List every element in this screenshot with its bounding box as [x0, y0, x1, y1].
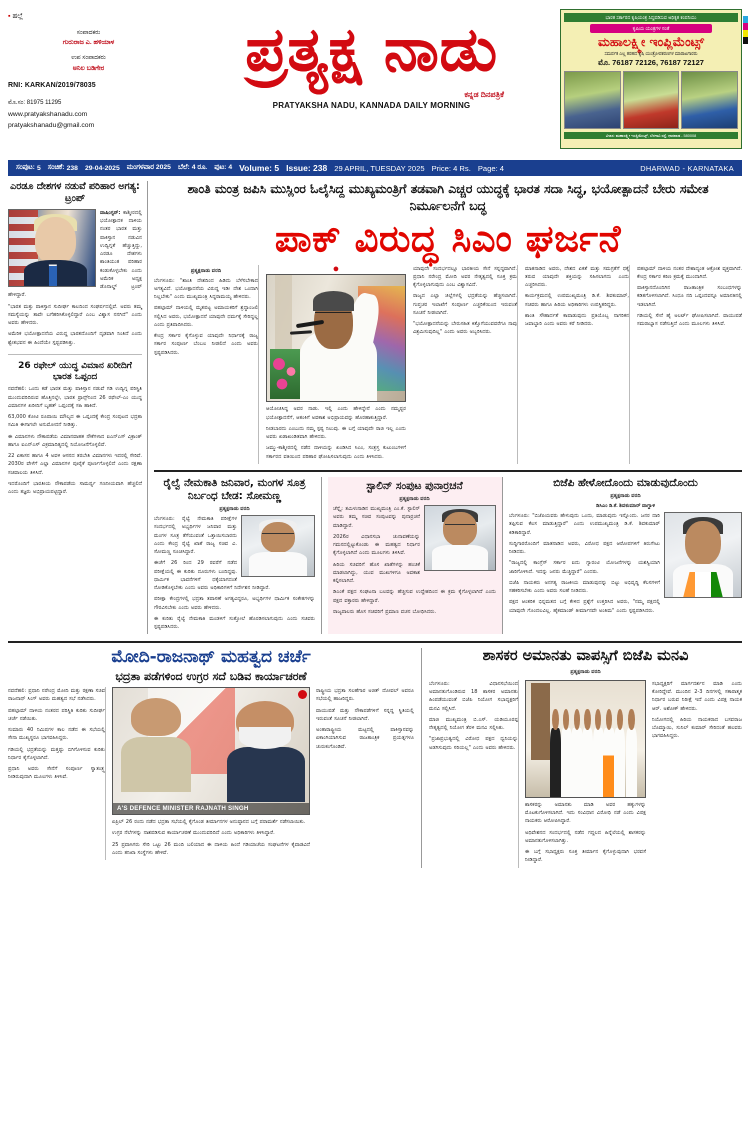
ad-top-line: ಭಾರತ ಸರ್ಕಾರದ ಕೃಷಿಯಂತ್ರ ಸಿದ್ಧಪಡಿಸುವ ಅಧಿಕೃತ ಕಂಪನಿಯು [564, 13, 738, 22]
susp-c2-p2: ಅಧಿವೇಶನದ ಸಂದರ್ಭದಲ್ಲಿ ನಡೆದ ಗದ್ದಲದ ಹಿನ್ನೆಲೆಯಲ್ಲಿ ಶಾಸಕರನ್ನು ಅಮಾನತುಗೊಳಿಸಲಾಗಿತ್ತು. [525, 829, 646, 844]
staff-name-sub-editor: ಅನಿಲ ಬಡಿಗೇರ [72, 64, 105, 72]
modi-story-columns [8, 687, 414, 860]
lead-column-1 [154, 265, 259, 464]
trump-dateline: ವಾಷಿಂಗ್ಟನ್: [100, 209, 121, 216]
modi-column-2-photo [112, 687, 310, 860]
trump-tie [49, 266, 57, 286]
pages-kannada: ಪುಟ: 4 [214, 164, 233, 171]
issue-label-kannada: ಸಂಚಿಕೆ: [47, 164, 65, 171]
trump-para-1: ಕಾಶ್ಮೀರದಲ್ಲಿ ಭಯೋತ್ಪಾದಕ ದಾಳಿಯ ನಂತರ ಭಾರತ ಮತ್ತು ಪಾಕಿಸ್ತಾನ ನಡುವಿನ ಉದ್ವಿಗ್ನತೆ ಹೆಚ್ಚುತ್ತಿದ್ದು, ಎರಡೂ ದೇಶಗಳು ಶಾಂತಿಯುತ ಪರಿಹಾರ ಕಂಡುಕೊಳ್ಳಬೇಕು ಎಂದು ಅಮೆರಿಕ ಅಧ್ಯಕ್ಷ ಡೊನಾಲ್ಡ್ ಟ್ರಂಪ್ ಹೇಳಿದ್ದಾರೆ. [8, 209, 142, 299]
ad-tagline: ಸಮರ್ಪಕ ಎಲ್ಲ ತರಹದ ಕೃಷಿ ಯಂತ್ರೋಪಕರಣಗಳ ಮಾರಾಟಗಾರರು [604, 51, 698, 57]
bjp-story-headline[interactable]: ಬಿಜೆಪಿ ಹೇಳೋದೊಂದು ಮಾಡುವುದೊಂದು [553, 476, 698, 489]
staff-name-editor: ಗುರುರಾಜ ಎ. ಹಳಿಯಾಳ [62, 39, 115, 47]
lead-c5-p2: ಪಾಕಿಸ್ತಾನದೊಂದಿಗಿನ ರಾಜತಾಂತ್ರಿಕ ಸಂಬಂಧಗಳನ್ನು ಕಡಿತಗೊಳಿಸಲಾಗಿದೆ. ಸಿಂಧೂ ನದಿ ಒಪ್ಪಂದವನ್ನೂ ಅಮಾನತಿನಲ್ಲಿ ಇಡಲಾಗಿದೆ. [637, 285, 742, 308]
somanna-photo [241, 515, 315, 577]
modi-body [227, 747, 305, 801]
lead-column-4 [525, 265, 630, 464]
stage-flowers [270, 349, 300, 399]
railway-story-headline[interactable]: ರೈಲ್ವೆ ನೇಮಕಾತಿ ಜನಿವಾರ, ಮಂಗಳ ಸೂತ್ರ ನಿರ್ಬಂಧ ಬೇಡ: ಸೋಮಣ್ಣ [163, 476, 306, 503]
susp-c2-p3: ಈ ಬಗ್ಗೆ ಸಭಾಧ್ಯಕ್ಷರು ಸೂಕ್ತ ತೀರ್ಮಾನ ಕೈಗೊಳ್ಳುವುದಾಗಿ ಭರವಸೆ ನೀಡಿದ್ದಾರೆ. [525, 849, 646, 864]
modi-column-1 [8, 687, 106, 860]
issue-info-bar [8, 160, 742, 176]
day-kannada: ಮಂಗಳವಾರ 2025 [126, 164, 171, 171]
delegation-person-3 [571, 709, 582, 797]
main-column [148, 181, 742, 634]
stalin-spectacles [445, 524, 476, 528]
lead-column-3 [413, 265, 518, 464]
lead-c4-p2: ಕಾರ್ಯಕ್ರಮದಲ್ಲಿ ಉಪಮುಖ್ಯಮಂತ್ರಿ ಡಿ.ಕೆ. ಶಿವಕುಮಾರ್, ಸಚಿವರು ಹಾಗೂ ಹಿರಿಯ ಅಧಿಕಾರಿಗಳು ಉಪಸ್ಥಿತರಿದ್ದರು. [525, 293, 629, 308]
lead-column-2-photo [266, 262, 406, 464]
modi-c3-p2: ವಾಯುಪಡೆ ಮತ್ತು ನೌಕಾಪಡೆಗಳಿಗೆ ಸನ್ನದ್ಧ ಸ್ಥಿತಿಯಲ್ಲಿ ಇರುವಂತೆ ಸೂಚನೆ ನೀಡಲಾಗಿದೆ. [316, 707, 414, 722]
trump-para-3: ಅಮೆರಿಕ ಭಯೋತ್ಪಾದನೆಯ ವಿರುದ್ಧ ಭಾರತದೊಂದಿಗೆ ದೃಢವಾಗಿ ನಿಂತಿದೆ ಎಂದು ಶ್ವೇತಭವನ ಈ ಹಿಂದೆಯೇ ಸ್ಪಷ್ಟಪಡಿಸಿತ್ತು. [8, 331, 142, 346]
suspension-byline: ಪ್ರತ್ಯಕ್ಷನಾಡು ವರದಿ [570, 668, 601, 675]
lead-story-headline[interactable]: ಪಾಕ್ ವಿರುದ್ಧ ಸಿಎಂ ಘರ್ಜನೆ [274, 216, 622, 260]
contact-email[interactable]: pratyakshanadu@gmail.com [8, 122, 95, 130]
stalin-para-4: ಡಿಎಂಕೆ ಪಕ್ಷದ ಸಂಘಟನಾ ಬಲವನ್ನು ಹೆಚ್ಚಿಸುವ ಉದ್ದೇಶದಿಂದ ಈ ಕ್ರಮ ಕೈಗೊಳ್ಳಲಾಗಿದೆ ಎಂದು ಪಕ್ಷದ ವಕ್ತಾರರು ಹೇಳಿದ್ದಾರೆ. [333, 589, 496, 604]
lead-c5-p3: ಗಡಿಯಲ್ಲಿ ಸೇನೆ ಹೈ ಅಲರ್ಟ್ ಘೋಷಿಸಲಾಗಿದೆ. ವಾಯುಪಡೆ ಸಮರಾಭ್ಯಾಸ ನಡೆಸುತ್ತಿದೆ ಎಂದು ಮೂಲಗಳು ತಿಳಿಸಿವೆ. [637, 312, 742, 328]
modi-c2-p1: ಏಪ್ರಿಲ್ 26 ರಂದು ನಡೆದ ಭದ್ರತಾ ಸಭೆಯಲ್ಲಿ ಕೈಗೊಂಡ ತೀರ್ಮಾನಗಳ ಅನುಷ್ಠಾನದ ಬಗ್ಗೆ ಪರಾಮರ್ಶೆ ನಡೆಸಲಾಯಿತು. [112, 819, 306, 826]
lead-story-columns [154, 262, 742, 464]
susp-c1-p2: ಮಾಜಿ ಮುಖ್ಯಮಂತ್ರಿ ಬಿ.ಎಸ್. ಯಡಿಯೂರಪ್ಪ ನೇತೃತ್ವದಲ್ಲಿ ನಿಯೋಗ ತೆರಳಿ ಮನವಿ ಸಲ್ಲಿಸಿತು. [429, 716, 518, 732]
masthead [8, 6, 742, 156]
page-title: ಪ್ರತ್ಯಕ್ಷ ನಾಡು [245, 15, 498, 85]
bjp-para-1: ಬೆಂಗಳೂರು: "ಬಿಜೆಪಿಯವರು ಹೇಳುವುದು ಒಂದು, ಮಾಡುವುದು ಇನ್ನೊಂದು. ಜನರ ದಾರಿ ತಪ್ಪಿಸುವ ಕೆಲಸ ಮಾಡುತ್ತಿದ್ದಾರೆ" ಎಂದು ಉಪಮುಖ್ಯಮಂತ್ರಿ ಡಿ.ಕೆ. ಶಿವಕುಮಾರ್ ಕಿಡಿಕಾರಿದ್ದಾರೆ. [509, 513, 660, 536]
trump-face [35, 217, 76, 264]
lead-c2-p3: ಜಮ್ಮು-ಕಾಶ್ಮೀರದಲ್ಲಿ ನಡೆದ ದಾಳಿಯನ್ನು ಖಂಡಿಸಿದ ಸಿಎಂ, ಸಂತ್ರಸ್ತ ಕುಟುಂಬಗಳಿಗೆ ಸರ್ಕಾರದ ವತಿಯಿಂದ ಪರಿಹಾರ ಘೋಷಿಸಲಾಗುವುದು ಎಂದು ತಿಳಿಸಿದರು. [266, 445, 406, 460]
print-color-bar [743, 16, 748, 44]
lead-column-5 [637, 265, 742, 464]
lead-c3-p1: ಯಾವುದೇ ಸಂದರ್ಭದಲ್ಲೂ ಭಾರತೀಯ ಸೇನೆ ಸನ್ನದ್ಧವಾಗಿದೆ. ಪ್ರಧಾನಿ ನರೇಂದ್ರ ಮೋದಿ ಅವರ ನೇತೃತ್ವದಲ್ಲಿ ಸೂಕ್ತ ಕ್ರಮ ಕೈಗೊಳ್ಳಲಾಗುವುದು ಎಂಬ ವಿಶ್ವಾಸವಿದೆ. [413, 265, 517, 289]
cm-hair [313, 291, 354, 311]
trump-story-headline[interactable]: ಎರಡೂ ದೇಶಗಳ ನಡುವೆ ಪರಿಹಾರ ಅಗತ್ಯ: ಟ್ರಂಪ್ [10, 181, 140, 204]
suspension-column-2-photo [525, 680, 646, 868]
rafale-para-5: ಇದರೊಂದಿಗೆ ಭಾರತೀಯ ನೌಕಾಪಡೆಯ ಸಾಮರ್ಥ್ಯ ಗಣನೀಯವಾಗಿ ಹೆಚ್ಚಲಿದೆ ಎಂದು ತಜ್ಞರು ಅಭಿಪ್ರಾಯಪಟ್ಟಿದ್ದಾರೆ. [8, 480, 142, 495]
bjp-delegation-photo [525, 680, 646, 798]
ad-trailer-image [681, 71, 738, 129]
modi-photo-caption: A'S DEFENCE MINISTER RAJNATH SINGH [113, 803, 309, 814]
contact-phone: ಮೊ.ಸಂ: 81975 11295 [8, 100, 62, 107]
masthead-subtitle-kannada: ಕನ್ನಡ ದಿನಪತ್ರಿಕೆ [464, 90, 504, 99]
delegation-person-7 [614, 709, 625, 797]
suspension-column-1 [429, 680, 519, 868]
trump-para-2: "ಭಾರತ ಮತ್ತು ಪಾಕಿಸ್ತಾನ ಸುದೀರ್ಘ ಕಾಲದಿಂದ ಸಂಘರ್ಷದಲ್ಲಿವೆ. ಅವರು ತಮ್ಮ ಸಮಸ್ಯೆಯನ್ನು ತಾವೇ ಬಗೆಹರಿಸಿಕೊಳ್ಳಲಿದ್ದಾರೆ ಎಂಬ ವಿಶ್ವಾಸ ನನಗಿದೆ" ಎಂದು ಅವರು ಹೇಳಿದರು. [8, 303, 142, 326]
delegation-person-4 [582, 709, 593, 797]
rajnath-singh-figure [121, 698, 192, 791]
stalin-para-3: ಹಿರಿಯ ಸಚಿವರಿಗೆ ಹೊಸ ಖಾತೆಗಳನ್ನು ಹಂಚಿಕೆ ಮಾಡಲಾಗಿದ್ದು, ಯುವ ಮುಖಗಳಿಗೂ ಅವಕಾಶ ಕಲ್ಪಿಸಲಾಗಿದೆ. [333, 561, 420, 585]
bjp-para-3: "ರಾಜ್ಯದಲ್ಲಿ ಕಾಂಗ್ರೆಸ್ ಸರ್ಕಾರ ಐದು ಗ್ಯಾರಂಟಿ ಯೋಜನೆಗಳನ್ನು ಯಶಸ್ವಿಯಾಗಿ ಜಾರಿಗೊಳಿಸಿದೆ. ಇದನ್ನು ಜನರು ಮೆಚ್ಚಿದ್ದಾರೆ" ಎಂದರು. [509, 560, 660, 575]
lead-c2-p1: ಆಯೋಜಿಸಿದ್ದ ಅವರ ನಾಡು. ಇಲ್ಲಿ ಎಂದು ಹೇಳಿದ್ದೇನೆ ಎಂದು ನಮ್ಮಷ್ಟರ ಭಯೋತ್ಪಾದನೆಗೆ, ಆತಂಕಿಗೆ ಅವಕಾಶ ಅಭಿಪ್ರಾಯವನ್ನು ಹೊರಹಾಕುತ್ತಿದ್ದಾರೆ. [266, 406, 406, 421]
suspension-story-headline[interactable]: ಶಾಸಕರ ಅಮಾನತು ವಾಪಸ್ಸಿಗೆ ಬಿಜೆಪಿ ಮನವಿ [482, 648, 689, 665]
photo-door [531, 683, 550, 760]
masthead-bullet-label: ಹಲ್ಲೆ [12, 13, 23, 20]
dk-shivakumar-photo [664, 512, 742, 598]
railway-para-1: ಬೆಂಗಳೂರು: ರೈಲ್ವೆ ನೇಮಕಾತಿ ಪರೀಕ್ಷೆಗಳ ಸಂದರ್ಭದಲ್ಲಿ ಅಭ್ಯರ್ಥಿಗಳ ಜನಿವಾರ ಮತ್ತು ಮಂಗಳ ಸೂತ್ರ ತೆಗೆಯುವಂತೆ ಒತ್ತಾಯಿಸಬಾರದು ಎಂದು ಕೇಂದ್ರ ರೈಲ್ವೆ ಖಾತೆ ರಾಜ್ಯ ಸಚಿವ ವಿ. ಸೋಮಣ್ಣ ಸೂಚಿಸಿದ್ದಾರೆ. [154, 516, 237, 556]
somanna-torso [249, 552, 307, 576]
cm-siddaramaiah-photo [266, 274, 406, 402]
modi-c1-p3: ಸುಮಾರು 40 ನಿಮಿಷಗಳ ಕಾಲ ನಡೆದ ಈ ಸಭೆಯಲ್ಲಿ ಸೇನಾ ಮುಖ್ಯಸ್ಥರೂ ಭಾಗವಹಿಸಿದ್ದರು. [8, 727, 105, 742]
cm-spectacles [315, 312, 351, 320]
susp-c1-p1: ಬೆಂಗಳೂರು: ವಿಧಾನಸಭೆಯಿಂದ ಅಮಾನತುಗೊಂಡಿರುವ 18 ಶಾಸಕರ ಅಮಾನತು ಹಿಂಪಡೆಯುವಂತೆ ಬಿಜೆಪಿ ನಿಯೋಗ ಸಭಾಧ್ಯಕ್ಷರಿಗೆ ಮನವಿ ಸಲ್ಲಿಸಿದೆ. [429, 680, 518, 712]
modi-figure [227, 701, 305, 802]
ad-brand-name: ಮಹಾಲಕ್ಷ್ಮೀ ಇಂಪ್ಲಿಮೆಂಟ್ಸ್ [597, 34, 705, 49]
rafale-para-1: ನವದೆಹಲಿ: ಒಂದು ಕಡೆ ಭಾರತ ಮತ್ತು ಪಾಕಿಸ್ತಾನ ನಡುವೆ ಗಡಿ ಉದ್ವಿಗ್ನ ಪರಿಸ್ಥಿತಿ ಮುಂದುವರಿದಿರುವ ಹೊತ್ತಿನಲ್ಲೇ, ಭಾರತ ಫ್ರಾನ್ಸ್‌ನಿಂದ 26 ರಫೇಲ್-ಎಂ ಯುದ್ಧ ವಿಮಾನಗಳ ಖರೀದಿಗೆ ಬೃಹತ್ ಒಪ್ಪಂದಕ್ಕೆ ಸಹಿ ಹಾಕಿದೆ. [8, 386, 142, 409]
susp-c3-p1: ಸಭಾಧ್ಯಕ್ಷರಿಗೆ ಮಾರ್ಗದರ್ಶನ ಮಾಡಿ ಎಂದು ಕೋರಿದ್ದೇವೆ. ಮುಂದಿನ 2-3 ದಿನಗಳಲ್ಲಿ ಸಕಾರಾತ್ಮಕ ನಿರ್ಧಾರ ಬರುವ ನಿರೀಕ್ಷೆ ಇದೆ ಎಂದು ವಿಪಕ್ಷ ನಾಯಕ ಆರ್. ಅಶೋಕ್ ಹೇಳಿದರು. [652, 680, 742, 712]
delegation-person-6 [603, 709, 614, 797]
left-sidebar-column [8, 181, 148, 634]
delegation-person-8 [626, 709, 637, 797]
lead-c5-p1: ಪಹಲ್ಗಾಮ್ ದಾಳಿಯ ನಂತರ ದೇಶಾದ್ಯಂತ ಆಕ್ರೋಶ ವ್ಯಕ್ತವಾಗಿದೆ. ಕೇಂದ್ರ ಸರ್ಕಾರ ಕಠಿಣ ಕ್ರಮಕ್ಕೆ ಮುಂದಾಗಿದೆ. [637, 265, 742, 280]
railway-para-2: ಈಚೆಗೆ 26 ರಿಂದ 29 ರವರೆಗೆ ನಡೆದ ಪರೀಕ್ಷೆಯಲ್ಲಿ ಈ ಕುರಿತು ದೂರುಗಳು ಬಂದಿದ್ದವು. ಧಾರ್ಮಿಕ ಭಾವನೆಗಳಿಗೆ ಧಕ್ಕೆಯಾಗದಂತೆ ನೋಡಿಕೊಳ್ಳಬೇಕು ಎಂದು ಅವರು ಅಧಿಕಾರಿಗಳಿಗೆ ನಿರ್ದೇಶನ ನೀಡಿದ್ದಾರೆ. [154, 560, 270, 592]
suspension-column-3 [652, 680, 742, 868]
modi-rajnath-story [8, 648, 422, 867]
hero-pillar [275, 275, 292, 348]
price-english: Price: 4 Rs. [431, 163, 471, 173]
modi-rajnath-photo [112, 687, 310, 815]
bjp-byline: ಪ್ರತ್ಯಕ್ಷನಾಡು ವರದಿ [610, 493, 641, 500]
modi-c1-p2: ಪಹಲ್ಗಾಮ್ ದಾಳಿಯ ನಂತರದ ಪರಿಸ್ಥಿತಿ ಕುರಿತು ಸುದೀರ್ಘ ಚರ್ಚೆ ನಡೆಯಿತು. [8, 707, 105, 722]
somanna-face [261, 522, 296, 553]
contact-website[interactable]: www.pratyakshanadu.com [8, 110, 88, 118]
lead-story-kicker: ಶಾಂತಿ ಮಂತ್ರ ಜಪಿಸಿ ಮುಸ್ಲಿಂರ ಓಲೈಸಿದ್ದ ಮುಖ್ಯಮಂತ್ರಿಗೆ ತಡವಾಗಿ ಎಚ್ಚರ ಯುದ್ಧಕ್ಕೆ ಭಾರತ ಸದಾ ಸಿದ್ಧ, ಭಯೋತ್ಪಾದನೆ ಬೇರು ಸಮೇತ ನಿರ್ಮೂಲನೆಗೆ ಬದ್ಧ [187, 182, 709, 213]
railway-byline: ಪ್ರತ್ಯಕ್ಷನಾಡು ವರದಿ [219, 506, 250, 513]
bottom-stories-row [8, 641, 742, 867]
staff-role-editor: ಸಂಪಾದಕರು [76, 29, 101, 36]
railway-story [154, 477, 322, 635]
issue-english: Issue: 238 [286, 163, 328, 173]
lead-c1-p1: ಬೆಂಗಳೂರು: "ಶಾಂತಿ ದೇಶದಿಂದ ಹಿಡಿದು ಬೆಳೆಸಬೇಕಾದ ಅಗತ್ಯವಿದೆ. ಭಯೋತ್ಪಾದನೆಯ ವಿರುದ್ಧ ಇಡೀ ದೇಶ ಒಂದಾಗಿ ನಿಲ್ಲಬೇಕು" ಎಂದು ಮುಖ್ಯಮಂತ್ರಿ ಸಿದ್ದರಾಮಯ್ಯ ಹೇಳಿದರು. [154, 277, 258, 301]
masthead-title-block [183, 6, 560, 110]
congress-scarf [683, 572, 723, 597]
staff-role-sub-editor: ಉಪ ಸಂಪಾದಕರು [71, 55, 106, 62]
modi-story-headline[interactable]: ಮೋದಿ-ರಾಜನಾಥ್ ಮಹತ್ವದ ಚರ್ಚೆ [111, 647, 311, 668]
lead-c4-p3: ಶಾಂತಿ ಸೌಹಾರ್ದತೆ ಕಾಪಾಡುವುದು ಪ್ರತಿಯೊಬ್ಬ ನಾಗರಿಕನ ಜವಾಬ್ದಾರಿ ಎಂದು ಅವರು ಕರೆ ನೀಡಿದರು. [525, 312, 629, 328]
rni-number: RNI: KARKAN/2019/78035 [8, 81, 96, 89]
staff-sub-editor [8, 54, 183, 73]
modi-story-subhead: ಭದ್ರತಾ ಪಡೆಗಳಿಂದ ಉಗ್ರರ ಸದೆ ಬಡಿವ ಕಾರ್ಯಾಚರಣೆ [115, 670, 307, 684]
suspension-story-columns [429, 680, 742, 868]
susp-c3-p2: ನಿಯೋಗದಲ್ಲಿ ಹಿರಿಯ ನಾಯಕರಾದ ಬಸವರಾಜ ಬೊಮ್ಮಾಯಿ, ಸುನಿಲ್ ಕುಮಾರ್ ಸೇರಿದಂತೆ ಹಲವರು ಭಾಗವಹಿಸಿದ್ದರು. [652, 716, 742, 740]
bjp-para-4: ಬಿಜೆಪಿ ನಾಯಕರು ಅನಗತ್ಯ ರಾಜಕೀಯ ಮಾಡುವುದನ್ನು ಬಿಟ್ಟು ಅಭಿವೃದ್ಧಿ ಕೆಲಸಗಳಿಗೆ ಸಹಕರಿಸಬೇಕು ಎಂದು ಅವರು ಸಲಹೆ ನೀಡಿದರು. [509, 579, 660, 595]
stalin-story-headline[interactable]: ಸ್ಟಾಲಿನ್ ಸಂಪುಟ ಪುನಾರ್ರಚನೆ [366, 479, 463, 492]
lead-c1-p2: ಪಹಲ್ಗಾಮ್ ದಾಳಿಯಲ್ಲಿ ಮೃತಪಟ್ಟ ಅಮಾಯಕರಿಗೆ ಶ್ರದ್ಧಾಂಜಲಿ ಸಲ್ಲಿಸಿದ ಅವರು, ಭಯೋತ್ಪಾದನೆ ಯಾವುದೇ ಧರ್ಮಕ್ಕೆ ಸೇರಿದ್ದಲ್ಲ ಎಂದು ಪ್ರತಿಪಾದಿಸಿದರು. [154, 305, 258, 328]
rafale-story-headline[interactable]: 26 ರಫೇಲ್ ಯುದ್ಧ ವಿಮಾನ ಖರೀದಿಗೆ ಭಾರತ ಒಪ್ಪಂದ [8, 354, 142, 384]
masthead-subtitle-english: PRATYAKSHA NADU, KANNADA DAILY MORNING [272, 101, 471, 110]
stalin-byline: ಪ್ರತ್ಯಕ್ಷನಾಡು ವರದಿ [399, 496, 430, 503]
masthead-left-info [8, 6, 183, 132]
modi-column-3 [316, 687, 414, 860]
stalin-story [328, 477, 503, 635]
page-content [8, 181, 742, 634]
rafale-para-4: 22 ಏಕಾಸನ ಹಾಗೂ 4 ಅವಳಿ ಆಸನದ ತರಬೇತಿ ವಿಮಾನಗಳು ಇದರಲ್ಲಿ ಸೇರಿವೆ. 2030ರ ವೇಳೆಗೆ ಎಲ್ಲಾ ವಿಮಾನಗಳ ಪೂರೈಕೆ ಪೂರ್ಣಗೊಳ್ಳಲಿದೆ ಎಂದು ರಕ್ಷಣಾ ಸಚಿವಾಲಯ ತಿಳಿಸಿದೆ. [8, 453, 142, 476]
rajnath-head [131, 698, 182, 735]
modi-c1-p5: ಪ್ರಧಾನಿ ಅವರು ಸೇನೆಗೆ ಸಂಪೂರ್ಣ ಸ್ವಾತಂತ್ರ್ಯ ನೀಡಿರುವುದಾಗಿ ಮೂಲಗಳು ತಿಳಿಸಿವೆ. [8, 766, 105, 781]
volume-english: Volume: 5 [239, 163, 280, 173]
somanna-spectacles [262, 533, 294, 537]
stalin-photo [424, 505, 496, 571]
bjp-story [509, 477, 742, 635]
modi-beard [239, 727, 291, 749]
bjp-para-5: ಪಕ್ಷದ ಆಂತರಿಕ ಭಿನ್ನಮತದ ಬಗ್ಗೆ ಕೇಳಿದ ಪ್ರಶ್ನೆಗೆ ಉತ್ತರಿಸಿದ ಅವರು, "ನಮ್ಮ ಪಕ್ಷದಲ್ಲಿ ಯಾವುದೇ ಗೊಂದಲವಿಲ್ಲ. ಹೈಕಮಾಂಡ್ ತೀರ್ಮಾನವೇ ಅಂತಿಮ" ಎಂದು ಸ್ಪಷ್ಟಪಡಿಸಿದರು. [509, 599, 660, 614]
railway-para-4: ಈ ಕುರಿತು ರೈಲ್ವೆ ನೇಮಕಾತಿ ಮಂಡಳಿಗೆ ಸುತ್ತೋಲೆ ಹೊರಡಿಸಲಾಗುವುದು ಎಂದು ಸಚಿವರು ಸ್ಪಷ್ಟಪಡಿಸಿದರು. [154, 615, 315, 631]
rafale-story-body [8, 385, 142, 496]
masthead-bullet: ▪ ಹಲ್ಲೆ [8, 13, 23, 20]
modi-c2-p3: 25 ಪ್ರವಾಸಿಗರು ಸೇರಿ ಒಟ್ಟು 26 ಮಂದಿ ಬಲಿಯಾದ ಈ ದಾಳಿಯ ಹಿಂದೆ ಗಡಿಯಾಚೆಯ ಸಂಘಟನೆಗಳ ಕೈವಾಡವಿದೆ ಎಂದು ತನಿಖಾ ಸಂಸ್ಥೆಗಳು ಹೇಳಿವೆ. [112, 841, 310, 856]
stalin-face [443, 512, 477, 545]
modi-c1-p1: ನವದೆಹಲಿ: ಪ್ರಧಾನಿ ನರೇಂದ್ರ ಮೋದಿ ಮತ್ತು ರಕ್ಷಣಾ ಸಚಿವ ರಾಜನಾಥ್ ಸಿಂಗ್ ಅವರು ಮಹತ್ವದ ಸಭೆ ನಡೆಸಿದರು. [8, 688, 105, 703]
susp-c1-p3: "ಪ್ರಜಾಪ್ರಭುತ್ವದಲ್ಲಿ ವಿರೋಧ ಪಕ್ಷದ ಧ್ವನಿಯನ್ನು ಅಡಗಿಸುವುದು ಸರಿಯಲ್ಲ" ಎಂದು ಅವರು ಹೇಳಿದರು. [429, 736, 518, 751]
modi-c2-p2: ಉಗ್ರರ ನೆಲೆಗಳನ್ನು ನಾಶಪಡಿಸುವ ಕಾರ್ಯಾಚರಣೆ ಮುಂದುವರಿದಿದೆ ಎಂದು ಅಧಿಕಾರಿಗಳು ತಿಳಿಸಿದ್ದಾರೆ. [112, 830, 275, 837]
dks-face [685, 521, 721, 565]
stalin-para-2: 2026ರ ವಿಧಾನಸಭಾ ಚುನಾವಣೆಯನ್ನು ಗಮನದಲ್ಲಿಟ್ಟುಕೊಂಡು ಈ ಮಹತ್ವದ ನಿರ್ಧಾರ ಕೈಗೊಳ್ಳಲಾಗಿದೆ ಎಂದು ಮೂಲಗಳು ತಿಳಿಸಿವೆ. [333, 533, 420, 557]
railway-para-3: ಪರೀಕ್ಷಾ ಕೇಂದ್ರಗಳಲ್ಲಿ ಭದ್ರತಾ ತಪಾಸಣೆ ಅಗತ್ಯವಿದ್ದರೂ, ಅಭ್ಯರ್ಥಿಗಳ ಧಾರ್ಮಿಕ ಸಂಕೇತಗಳನ್ನು ಗೌರವಿಸಬೇಕು ಎಂದು ಅವರು ಹೇಳಿದರು. [154, 596, 315, 611]
rajnath-body [121, 737, 192, 791]
advertisement-banner[interactable] [560, 9, 742, 149]
issue-value-kannada: 238 [66, 164, 78, 172]
ad-address: ವಿಳಾಸ: ಮಹಾಲಕ್ಷ್ಮೀ ಇಂಪ್ಲಿಮೆಂಟ್ಸ್, ಬೆಳಗಾವಿ ರಸ್ತೆ, ಧಾರವಾಡ - 580008 [564, 132, 738, 139]
lead-c2-p2: ನೀಡಬಾರದು ಎಂಬುದು ನಮ್ಮ ಸ್ಪಷ್ಟ ನಿಲುವು. ಈ ಬಗ್ಗೆ ಯಾವುದೇ ರಾಜಿ ಇಲ್ಲ ಎಂದು ಅವರು ಖಡಾಖಂಡಿತವಾಗಿ ಹೇಳಿದರು. [266, 425, 406, 441]
lead-c1-p3: ಕೇಂದ್ರ ಸರ್ಕಾರ ಕೈಗೊಳ್ಳುವ ಯಾವುದೇ ನಿರ್ಧಾರಕ್ಕೆ ರಾಜ್ಯ ಸರ್ಕಾರ ಸಂಪೂರ್ಣ ಬೆಂಬಲ ನೀಡಲಿದೆ ಎಂದು ಅವರು ಸ್ಪಷ್ಟಪಡಿಸಿದರು. [154, 333, 258, 356]
suspension-story [422, 648, 742, 867]
bjp-para-2: ಸುದ್ದಿಗಾರರೊಂದಿಗೆ ಮಾತನಾಡಿದ ಅವರು, ವಿರೋಧ ಪಕ್ಷದ ಆರೋಪಗಳಿಗೆ ತಿರುಗೇಟು ನೀಡಿದರು. [509, 540, 660, 556]
trump-photo [8, 209, 96, 287]
bjp-subhead: ಡಿಸಿಎಂ ಡಿ.ಕೆ. ಶಿವಕುಮಾರ್ ವಾಗ್ದಾಳಿ [595, 503, 656, 510]
ad-ribbon: ಕೃಷಿಯ ಯಂತ್ರಗಳ ಸಂತೆ [590, 24, 712, 33]
pages-english: Page: 4 [477, 163, 505, 173]
lead-c4-p1: ಮಾತನಾಡಿದ ಅವರು, ದೇಶದ ಏಕತೆ ಮತ್ತು ಸಮಗ್ರತೆಗೆ ಧಕ್ಕೆ ತರುವ ಯಾವುದೇ ಶಕ್ತಿಯನ್ನು ಸಹಿಸಲಾಗದು ಎಂದು ಎಚ್ಚರಿಸಿದರು. [525, 265, 629, 289]
lead-c3-p2: ರಾಜ್ಯದ ಎಲ್ಲಾ ಜಿಲ್ಲೆಗಳಲ್ಲಿ ಭದ್ರತೆಯನ್ನು ಹೆಚ್ಚಿಸಲಾಗಿದೆ. ಗುಪ್ತಚರ ಇಲಾಖೆಗೆ ಸಂಪೂರ್ಣ ಎಚ್ಚರಿಕೆಯಿಂದ ಇರುವಂತೆ ಸೂಚನೆ ನೀಡಲಾಗಿದೆ. [413, 293, 517, 316]
ad-rotavator-image [623, 71, 680, 129]
lead-byline: ಪ್ರತ್ಯಕ್ಷನಾಡು ವರದಿ [190, 267, 222, 274]
ad-product-images [564, 71, 738, 129]
masthead-contact [8, 98, 183, 131]
flame-ornament-icon: ● [332, 262, 340, 275]
delegation-person-2 [561, 709, 572, 797]
photo-watermark-icon [298, 690, 307, 699]
price-kannada: ಬೆಲೆ: 4 ರೂ. [177, 164, 208, 171]
stalin-para-5: ರಾಜ್ಯಪಾಲರು ಹೊಸ ಸಚಿವರಿಗೆ ಪ್ರಮಾಣ ವಚನ ಬೋಧಿಸಿದರು. [333, 608, 437, 615]
modi-c3-p3: ಅಂತಾರಾಷ್ಟ್ರೀಯ ಮಟ್ಟದಲ್ಲಿ ಪಾಕಿಸ್ತಾನವನ್ನು ಏಕಾಂಗಿಯಾಗಿಸುವ ರಾಜತಾಂತ್ರಿಕ ಪ್ರಯತ್ನಗಳೂ ಚುರುಕುಗೊಂಡಿವೆ. [316, 727, 414, 750]
delegation-person-1 [550, 709, 561, 797]
delegation-person-5 [593, 709, 604, 797]
volume-value-kannada: 5 [36, 164, 41, 172]
stalin-para-1: ಚೆನ್ನೈ: ತಮಿಳುನಾಡಿನ ಮುಖ್ಯಮಂತ್ರಿ ಎಂ.ಕೆ. ಸ್ಟಾಲಿನ್ ಅವರು ತಮ್ಮ ಸಚಿವ ಸಂಪುಟವನ್ನು ಪುನಾರ್ರಚನೆ ಮಾಡಿದ್ದಾರೆ. [333, 506, 420, 529]
ad-phone-numbers[interactable]: ಮೊ. 76187 72126, 76187 72127 [598, 58, 704, 68]
staff-editor [8, 29, 183, 48]
mid-stories-row [154, 470, 742, 635]
date-kannada: 29-04-2025 [84, 164, 120, 172]
susp-c2-p1: ಶಾಸಕರನ್ನು ಅಮಾನತು ಮಾಡಿ ಅವರ ಹಕ್ಕುಗಳನ್ನು ಮೊಟಕುಗೊಳಿಸಲಾಗಿದೆ. ಇದು ಸಂವಿಧಾನ ವಿರೋಧಿ ನಡೆ ಎಂದು ವಿಪಕ್ಷ ನಾಯಕರು ಆರೋಪಿಸಿದ್ದಾರೆ. [525, 801, 646, 825]
lead-c3-p3: "ಭಯೋತ್ಪಾದನೆಯನ್ನು ಬೇರುಸಹಿತ ಕಿತ್ತೊಗೆಯುವವರೆಗೂ ನಾವು ವಿಶ್ರಮಿಸುವುದಿಲ್ಲ" ಎಂದು ಅವರು ಅಬ್ಬರಿಸಿದರು. [413, 321, 517, 336]
volume-label-kannada: ಸಂಪುಟ: [16, 164, 35, 171]
edition-location: DHARWAD - KARNATAKA [640, 163, 734, 173]
date-english: 29 APRIL, TUESDAY 2025 [334, 163, 425, 173]
modi-c3-p1: ರಾಷ್ಟ್ರೀಯ ಭದ್ರತಾ ಸಲಹೆಗಾರ ಅಜಿತ್ ದೋವಲ್ ಅವರೂ ಸಭೆಯಲ್ಲಿ ಹಾಜರಿದ್ದರು. [316, 688, 414, 703]
rafale-para-3: ಈ ವಿಮಾನಗಳು ನೌಕಾಪಡೆಯ ವಿಮಾನವಾಹಕ ನೌಕೆಗಳಾದ ಐಎನ್‌ಎಸ್ ವಿಕ್ರಾಂತ್ ಹಾಗೂ ಐಎನ್‌ಎಸ್ ವಿಕ್ರಮಾದಿತ್ಯದಲ್ಲಿ ನಿಯೋಜನೆಗೊಳ್ಳಲಿವೆ. [8, 433, 142, 448]
ad-plough-image [564, 71, 621, 129]
stalin-torso [432, 545, 488, 571]
modi-c1-p4: ಗಡಿಯಲ್ಲಿ ಭದ್ರತೆಯನ್ನು ಮತ್ತಷ್ಟು ಬಿಗಿಗೊಳಿಸುವ ಕುರಿತು ನಿರ್ಧಾರ ಕೈಗೊಳ್ಳಲಾಗಿದೆ. [8, 746, 105, 761]
rafale-para-2: 63,000 ಕೋಟಿ ರೂಪಾಯಿ ಮೌಲ್ಯದ ಈ ಒಪ್ಪಂದಕ್ಕೆ ಕೇಂದ್ರ ಸಂಪುಟದ ಭದ್ರತಾ ಸಮಿತಿ ಈಗಾಗಲೇ ಅನುಮೋದನೆ ನೀಡಿತ್ತು. [8, 414, 142, 429]
